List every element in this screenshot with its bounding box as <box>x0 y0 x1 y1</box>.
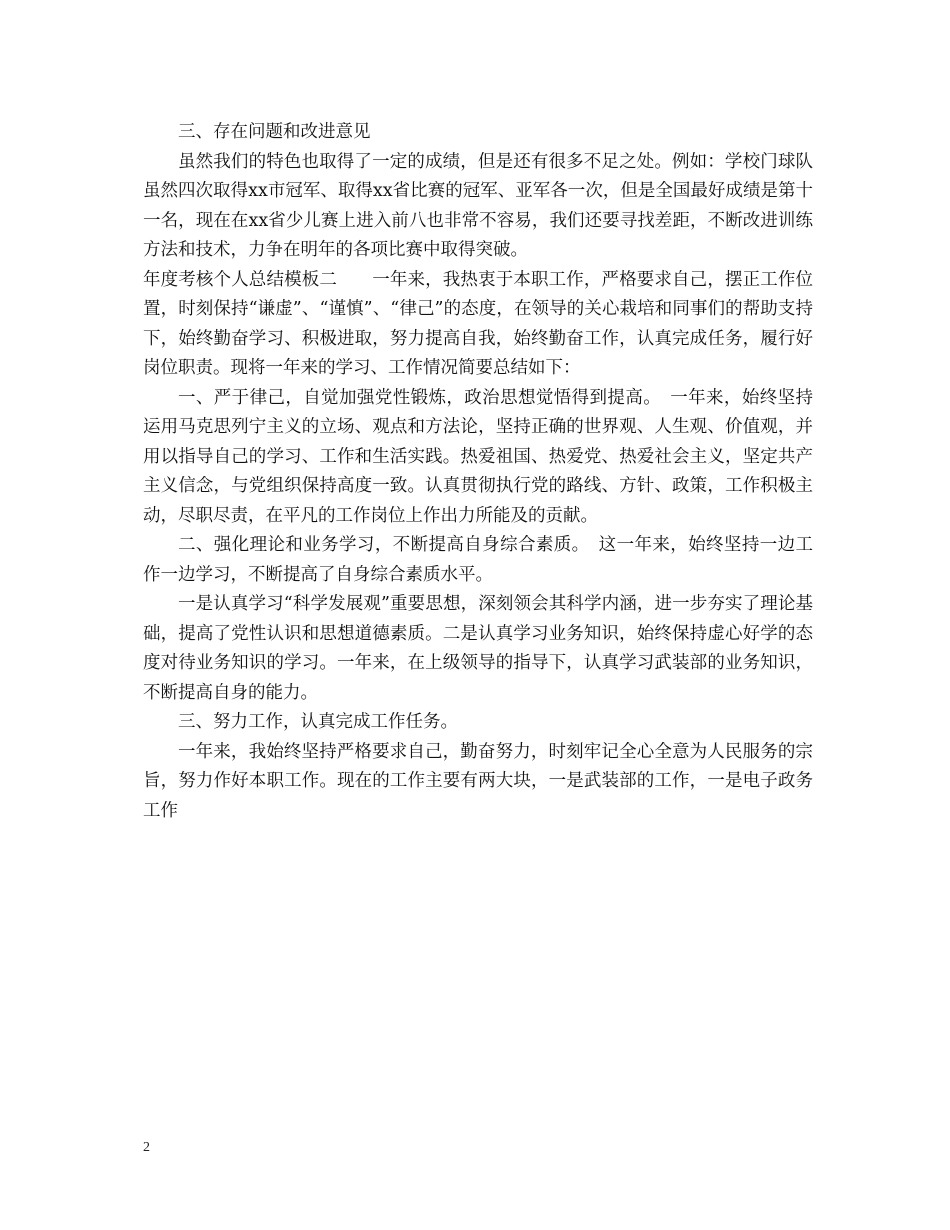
paragraph-shortcomings: 虽然我们的特色也取得了一定的成绩，但是还有很多不足之处。例如：学校门球队虽然四次取得xx市冠军、取得xx省比赛的冠军、亚军各一次，但是全国最好成绩是第十一名，现在在xx省少儿赛上进入前八也非常不容易，我们还要寻找差距，不断改进训练方法和技术，力争在明年的各项比赛中取得突破。 <box>143 151 813 260</box>
paragraph-work-summary: 一年来，我始终坚持严格要求自己，勤奋努力，时刻牢记全心全意为人民服务的宗旨，努力作好本职工作。现在的工作主要有两大块，一是武装部的工作，一是电子政务工作 <box>143 741 813 821</box>
page-number: 2 <box>143 1140 150 1155</box>
section-heading-problems: 三、存在问题和改进意见 <box>178 122 371 142</box>
paragraph-template-intro: 年度考核个人总结模板二 一年来，我热衷于本职工作，严格要求自己，摆正工作位置，时刻保持“谦虚”、“谨慎”、“律己”的态度，在领导的关心栽培和同事们的帮助支持下，始终勤奋学习、积极进取，努力提高自我，始终勤奋工作，认真完成任务，履行好岗位职责。现将一年来的学习、工作情况简要总结如下： <box>143 269 813 378</box>
paragraph-theory-study: 二、强化理论和业务学习，不断提高自身综合素质。 这一年来，始终坚持一边工作一边学习，不断提高了自身综合素质水平。 <box>143 535 813 585</box>
paragraph-learning-details: 一是认真学习“科学发展观”重要思想，深刻领会其科学内涵，进一步夯实了理论基础，提高了党性认识和思想道德素质。二是认真学习业务知识，始终保持虚心好学的态度对待业务知识的学习。一年来，在上级领导的指导下，认真学习武装部的业务知识，不断提高自身的能力。 <box>143 594 813 703</box>
section-heading-work: 三、努力工作，认真完成工作任务。 <box>178 712 458 732</box>
paragraph-self-discipline: 一、严于律己，自觉加强党性锻炼，政治思想觉悟得到提高。 一年来，始终坚持运用马克思列宁主义的立场、观点和方法论，坚持正确的世界观、人生观、价值观，并用以指导自己的学习、工作和生活实践。热爱祖国、热爱党、热爱社会主义，坚定共产主义信念，与党组织保持高度一致。认真贯彻执行党的路线、方针、政策，工作积极主动，尽职尽责，在平凡的工作岗位上作出力所能及的贡献。 <box>143 387 813 526</box>
document-body <box>143 118 813 826</box>
